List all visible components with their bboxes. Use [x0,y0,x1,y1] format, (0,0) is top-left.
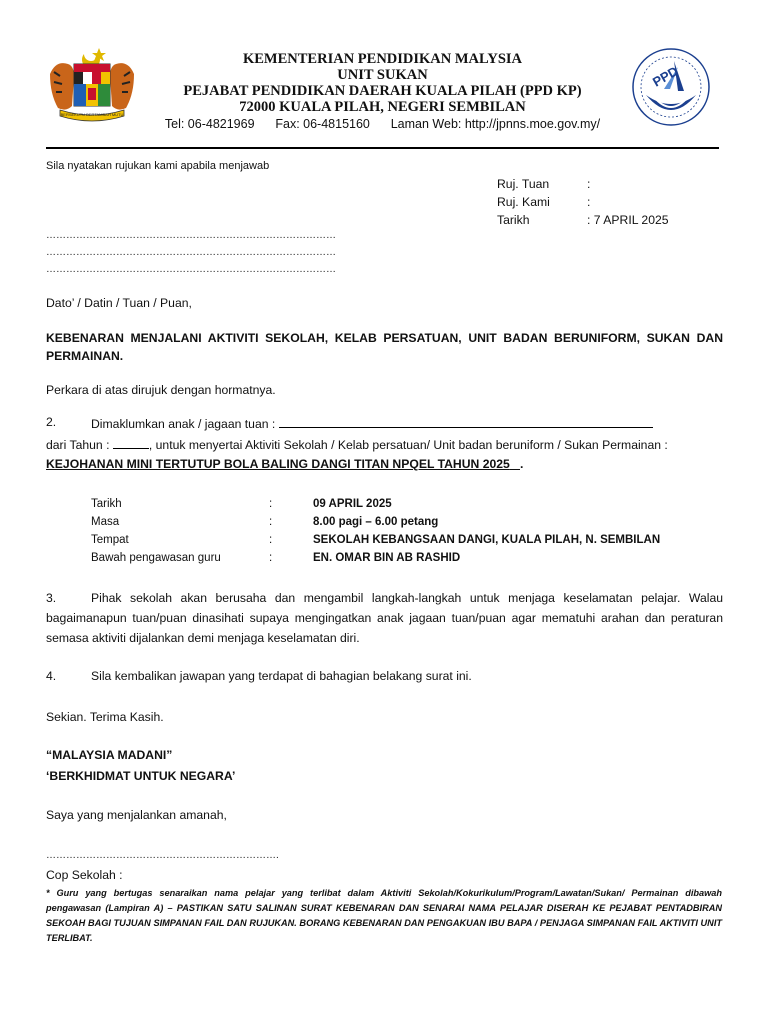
fax: Fax: 06-4815160 [275,117,370,131]
detail-value: EN. OMAR BIN AB RASHID [313,552,461,564]
detail-value: SEKOLAH KEBANGSAAN DANGI, KUALA PILAH, N. SEMBILAN [313,534,661,546]
detail-value: 09 APRIL 2025 [313,498,392,510]
unit-name: UNIT SUKAN [337,67,428,83]
motto-berkhidmat: ‘BERKHIDMAT UNTUK NEGARA’ [46,769,236,783]
ref-value: : [587,195,591,209]
event-title: KEJOHANAN MINI TERTUTUP BOLA BALING DANGI TITAN NPQEL TAHUN 2025 [46,457,510,471]
detail-row [91,531,660,549]
para2-line1 [91,415,653,431]
coat-of-arms-logo [44,44,140,122]
reference-block [497,175,669,229]
svg-text:BERSEKUTU BERTAMBAH MUTU: BERSEKUTU BERTAMBAH MUTU [60,112,124,117]
salutation: Dato’ / Datin / Tuan / Puan, [46,296,192,310]
detail-label: Bawah pengawasan guru [91,552,221,564]
event-title-line [46,457,523,471]
ref-label: Ruj. Tuan [497,177,550,191]
detail-colon: : [269,552,273,564]
address-line: …………………………………………………………………………… [46,247,336,258]
contact-line [140,117,625,131]
ppd-logo-text: PPD [650,63,681,90]
ref-label: Tarikh [497,213,530,227]
detail-row [91,495,660,513]
reference-note: Sila nyatakan rujukan kami apabila menjawab [46,160,270,172]
detail-label: Tempat [91,534,129,546]
event-details [91,495,660,567]
opening-line: Perkara di atas dirujuk dengan hormatnya. [46,383,276,397]
letter-subject: KEBENARAN MENJALANI AKTIVITI SEKOLAH, KELAB PERSATUAN, UNIT BADAN BERUNIFORM, SUKAN DAN PERMAINAN. [46,331,723,363]
office-name: PEJABAT PENDIDIKAN DAERAH KUALA PILAH (PPD KP) [183,83,582,99]
ppd-logo [626,47,716,127]
year-blank [113,436,149,449]
detail-colon: : [269,498,273,510]
ref-value: : 7 APRIL 2025 [587,213,669,227]
ref-row [497,175,669,193]
footnote: * Guru yang bertugas senaraikan nama pelajar yang terlibat dalam Aktiviti Sekolah/Kokurikulum/Program/Lawatan/Sukan/ Permainan dibawah pengawasan (Lampiran A) – PASTIKAN SATU SALINAN SURAT KEBENARAN DAN SENARAI NAMA PELAJAR DISERAH KE PEJABAT PENTADBIRAN SEKOAH BAGI TUJUAN SIMPANAN FAIL DAN RUJUKAN. BORANG KEBENARAN DAN PENGAKUAN IBU BAPA / PENJAGA SIMPANAN FAIL AKTIVITI UNIT TERLIBAT. [46,888,722,943]
para3-number: 3. [46,591,57,605]
office-address: 72000 KUALA PILAH, NEGERI SEMBILAN [239,99,526,115]
detail-colon: : [269,516,273,528]
amanah-line: Saya yang menjalankan amanah, [46,808,227,822]
para3 [46,588,723,648]
header-divider [46,147,719,149]
event-title-end: . [520,457,524,471]
detail-row [91,513,660,531]
ministry-name: KEMENTERIAN PENDIDIKAN MALYSIA [242,51,523,67]
signature-line: ……………………………………………………………. [46,850,279,861]
para2-text-a: Dimaklumkan anak / jagaan tuan : [91,417,279,431]
para2-text-c: , untuk menyertai Aktiviti Sekolah / Kelab persatuan/ Unit badan beruniform / Sukan Permainan : [148,438,668,452]
para2-line2 [46,436,723,452]
student-name-blank [279,415,653,428]
para4-text: Sila kembalikan jawapan yang terdapat di bahagian belakang surat ini. [91,669,472,683]
closing: Sekian. Terima Kasih. [46,710,164,724]
ref-row [497,193,669,211]
recipient-address [46,227,336,278]
detail-colon: : [269,534,273,546]
ref-label: Ruj. Kami [497,195,550,209]
para2-text-b: dari Tahun : [46,438,113,452]
detail-row [91,549,660,567]
para4-number: 4. [46,669,57,683]
detail-label: Masa [91,516,120,528]
ref-value: : [587,177,591,191]
school-stamp-label: Cop Sekolah : [46,868,123,882]
ref-row [497,211,669,229]
detail-value: 8.00 pagi – 6.00 petang [313,516,439,528]
motto-madani: “MALAYSIA MADANI” [46,748,173,762]
address-line: …………………………………………………………………………… [46,230,336,241]
para2-number: 2. [46,415,57,429]
tel: Tel: 06-4821969 [164,117,255,131]
para3-text: Pihak sekolah akan berusaha dan mengambil langkah-langkah untuk menjaga keselamatan pelajar. Walau bagaimanapun tuan/puan dinasihati supaya mengingatkan anak jagaan tuan/puan agar mematuhi arahan dan peraturan semasa aktiviti dijalankan demi menjaga keselamatan diri. [46,591,723,645]
website: Laman Web: http://jpnns.moe.gov.my/ [390,117,601,131]
detail-label: Tarikh [91,498,122,510]
address-line: …………………………………………………………………………… [46,264,336,275]
